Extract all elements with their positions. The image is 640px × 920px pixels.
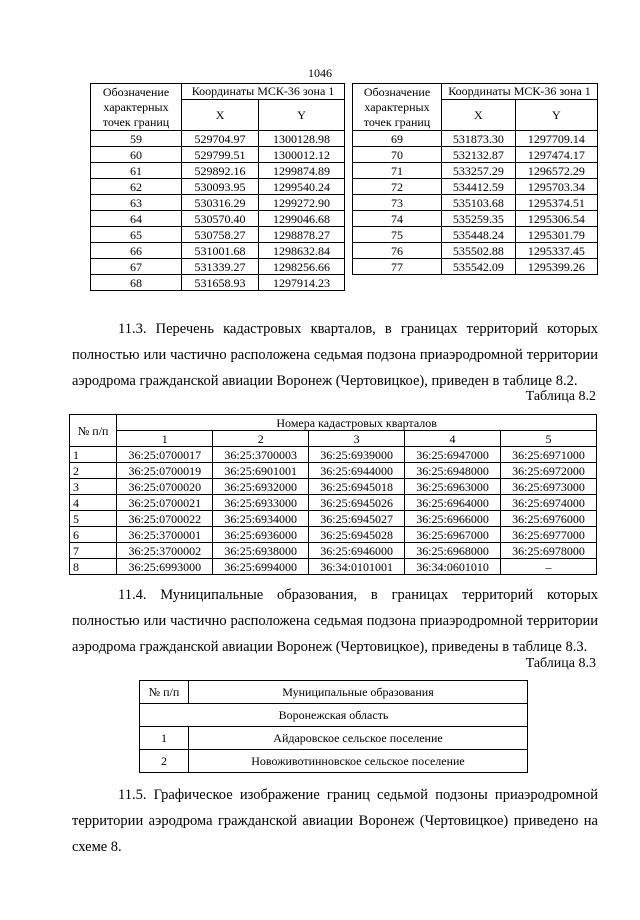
table-row: [91, 179, 345, 195]
point-number: 72: [353, 179, 442, 195]
cadastral-number: 36:25:3700001: [117, 527, 213, 543]
cadastral-number: 36:25:6944000: [309, 463, 405, 479]
table-row: [353, 163, 598, 179]
coord-x: 530093.95: [182, 179, 259, 195]
coord-y: 1300128.98: [259, 131, 345, 147]
point-number: 73: [353, 195, 442, 211]
municipality-name: Айдаровское сельское поселение: [189, 727, 528, 750]
cadastral-number: 36:25:6933000: [213, 495, 309, 511]
col-subheader: 3: [309, 431, 405, 447]
cadastral-number: 36:25:6948000: [405, 463, 501, 479]
point-number: 61: [91, 163, 182, 179]
coord-y: 1295399.26: [515, 259, 597, 275]
cadastral-number: 36:34:0101001: [309, 559, 405, 575]
coord-x: 530570.40: [182, 211, 259, 227]
row-number: 6: [70, 527, 117, 543]
table-row: [91, 211, 345, 227]
col-header-x: X: [442, 100, 516, 131]
coord-y: 1297474.17: [515, 147, 597, 163]
coord-y: 1295301.79: [515, 227, 597, 243]
cadastral-number: 36:25:6966000: [405, 511, 501, 527]
table-row: [140, 727, 528, 750]
row-number: 2: [70, 463, 117, 479]
cadastral-number: 36:25:6972000: [501, 463, 597, 479]
row-number: 1: [70, 447, 117, 463]
table-caption-8-2: Таблица 8.2: [525, 389, 596, 404]
table-row: [91, 147, 345, 163]
cadastral-number: 36:25:6978000: [501, 543, 597, 559]
point-number: 63: [91, 195, 182, 211]
point-number: 62: [91, 179, 182, 195]
cadastral-number: 36:25:6932000: [213, 479, 309, 495]
point-number: 74: [353, 211, 442, 227]
col-header-y: Y: [515, 100, 597, 131]
table-row: [70, 559, 597, 575]
cadastral-number: 36:25:6945027: [309, 511, 405, 527]
coord-x: 531339.27: [182, 259, 259, 275]
table-row: [70, 527, 597, 543]
cadastral-number: 36:25:6945028: [309, 527, 405, 543]
cadastral-number: 36:25:6977000: [501, 527, 597, 543]
municipalities-table: [139, 680, 528, 773]
cadastral-number: 36:25:6967000: [405, 527, 501, 543]
table-row: [353, 131, 598, 147]
cadastral-number: 36:25:0700020: [117, 479, 213, 495]
table-row: [70, 511, 597, 527]
table-row: [353, 211, 598, 227]
coord-y: 1295703.34: [515, 179, 597, 195]
table-row: [91, 195, 345, 211]
col-subheader: 4: [405, 431, 501, 447]
coord-y: 1295337.45: [515, 243, 597, 259]
cadastral-number: 36:25:6946000: [309, 543, 405, 559]
table-row: [91, 259, 345, 275]
point-number: 65: [91, 227, 182, 243]
point-number: 67: [91, 259, 182, 275]
cadastral-number: –: [501, 559, 597, 575]
table-row: [70, 543, 597, 559]
row-number: 7: [70, 543, 117, 559]
cadastral-number: 36:25:0700017: [117, 447, 213, 463]
table-row: [91, 275, 345, 291]
coord-x: 529704.97: [182, 131, 259, 147]
coord-y: 1299874.89: [259, 163, 345, 179]
paragraph-11-4: 11.4. Муниципальные образования, в границах территорий которых полностью или частично расположена седьмая подзона приаэродромной территории аэродрома гражданской авиации Воронеж (Чертовицкое), приведены в таблице 8.3.: [72, 587, 598, 655]
coord-y: 1299272.90: [259, 195, 345, 211]
cadastral-number: 36:25:6994000: [213, 559, 309, 575]
col-header-number: № п/п: [70, 415, 117, 447]
table-row: [353, 243, 598, 259]
paragraph-11-5: 11.5. Графическое изображение границ седьмой подзоны приаэродромной территории аэродрома гражданской авиации Воронеж (Чертовицкое) приведено на схеме 8.: [72, 787, 598, 855]
table-row: [353, 147, 598, 163]
col-subheader: 1: [117, 431, 213, 447]
col-header-point: Обозначение характерных точек границ: [91, 84, 182, 131]
coord-y: 1299046.68: [259, 211, 345, 227]
table-row: [140, 750, 528, 773]
col-header-system: Координаты МСК-36 зона 1: [182, 84, 345, 100]
coord-x: 535103.68: [442, 195, 516, 211]
cadastral-number: 36:25:6945018: [309, 479, 405, 495]
coord-y: 1297709.14: [515, 131, 597, 147]
cadastral-number: 36:25:6938000: [213, 543, 309, 559]
point-number: 69: [353, 131, 442, 147]
table-row: [353, 179, 598, 195]
coord-y: 1298878.27: [259, 227, 345, 243]
coord-y: 1295374.51: [515, 195, 597, 211]
coord-x: 529799.51: [182, 147, 259, 163]
coord-x: 532132.87: [442, 147, 516, 163]
cadastral-number: 36:25:6971000: [501, 447, 597, 463]
coord-x: 535502.88: [442, 243, 516, 259]
municipality-name: Новоживотинновское сельское поселение: [189, 750, 528, 773]
table-row: [70, 479, 597, 495]
col-header-municipality: Муниципальные образования: [189, 681, 528, 704]
cadastral-number: 36:25:6939000: [309, 447, 405, 463]
table-row: [70, 463, 597, 479]
coord-x: 529892.16: [182, 163, 259, 179]
page-number: 1046: [308, 66, 332, 80]
table-row: [91, 131, 345, 147]
col-header-number: № п/п: [140, 681, 189, 704]
coord-x: 535448.24: [442, 227, 516, 243]
cadastral-number: 36:34:0601010: [405, 559, 501, 575]
col-header-x: X: [182, 100, 259, 131]
cadastral-number: 36:25:3700002: [117, 543, 213, 559]
row-number: 3: [70, 479, 117, 495]
region-name: Воронежская область: [140, 704, 528, 727]
coord-x: 535259.35: [442, 211, 516, 227]
coord-x: 530316.29: [182, 195, 259, 211]
cadastral-number: 36:25:6973000: [501, 479, 597, 495]
point-number: 70: [353, 147, 442, 163]
coord-y: 1300012.12: [259, 147, 345, 163]
cadastral-number: 36:25:6934000: [213, 511, 309, 527]
cadastral-number: 36:25:6936000: [213, 527, 309, 543]
point-number: 75: [353, 227, 442, 243]
region-row: [140, 704, 528, 727]
point-number: 71: [353, 163, 442, 179]
coord-x: 533257.29: [442, 163, 516, 179]
point-number: 77: [353, 259, 442, 275]
coord-y: 1296572.29: [515, 163, 597, 179]
col-header-cadastral: Номера кадастровых кварталов: [117, 415, 597, 431]
coord-y: 1297914.23: [259, 275, 345, 291]
cadastral-number: 36:25:6963000: [405, 479, 501, 495]
table-row: [70, 447, 597, 463]
cadastral-number: 36:25:6976000: [501, 511, 597, 527]
point-number: 76: [353, 243, 442, 259]
coord-x: 530758.27: [182, 227, 259, 243]
cadastral-number: 36:25:0700019: [117, 463, 213, 479]
paragraph-11-3: 11.3. Перечень кадастровых кварталов, в границах территорий которых полностью или частично расположена седьмая подзона приаэродромной территории аэродрома гражданской авиации Воронеж (Чертовицкое), приведен в таблице 8.2.: [72, 321, 598, 389]
table-row: [91, 243, 345, 259]
row-number: 2: [140, 750, 189, 773]
coord-x: 531658.93: [182, 275, 259, 291]
table-row: [91, 163, 345, 179]
cadastral-number: 36:25:6945026: [309, 495, 405, 511]
cadastral-number: 36:25:6901001: [213, 463, 309, 479]
coordinates-table-right: [352, 83, 598, 275]
coord-y: 1299540.24: [259, 179, 345, 195]
cadastral-number: 36:25:6947000: [405, 447, 501, 463]
cadastral-number: 36:25:6968000: [405, 543, 501, 559]
cadastral-number: 36:25:6974000: [501, 495, 597, 511]
row-number: 8: [70, 559, 117, 575]
col-subheader: 5: [501, 431, 597, 447]
point-number: 66: [91, 243, 182, 259]
cadastral-number: 36:25:3700003: [213, 447, 309, 463]
point-number: 68: [91, 275, 182, 291]
cadastral-quarters-table: [69, 414, 597, 575]
table-row: [353, 259, 598, 275]
col-subheader: 2: [213, 431, 309, 447]
col-header-point: Обозначение характерных точек границ: [353, 84, 442, 131]
table-row: [353, 195, 598, 211]
coord-x: 534412.59: [442, 179, 516, 195]
row-number: 4: [70, 495, 117, 511]
col-header-y: Y: [259, 100, 345, 131]
row-number: 1: [140, 727, 189, 750]
coord-x: 535542.09: [442, 259, 516, 275]
table-row: [91, 227, 345, 243]
coord-y: 1295306.54: [515, 211, 597, 227]
col-header-system: Координаты МСК-36 зона 1: [442, 84, 598, 100]
point-number: 64: [91, 211, 182, 227]
coord-x: 531001.68: [182, 243, 259, 259]
cadastral-number: 36:25:0700021: [117, 495, 213, 511]
coord-y: 1298632.84: [259, 243, 345, 259]
row-number: 5: [70, 511, 117, 527]
coord-y: 1298256.66: [259, 259, 345, 275]
point-number: 59: [91, 131, 182, 147]
cadastral-number: 36:25:0700022: [117, 511, 213, 527]
cadastral-number: 36:25:6993000: [117, 559, 213, 575]
coordinates-table-left: [90, 83, 345, 291]
table-row: [353, 227, 598, 243]
table-row: [70, 495, 597, 511]
coord-x: 531873.30: [442, 131, 516, 147]
point-number: 60: [91, 147, 182, 163]
cadastral-number: 36:25:6964000: [405, 495, 501, 511]
table-caption-8-3: Таблица 8.3: [525, 656, 596, 671]
